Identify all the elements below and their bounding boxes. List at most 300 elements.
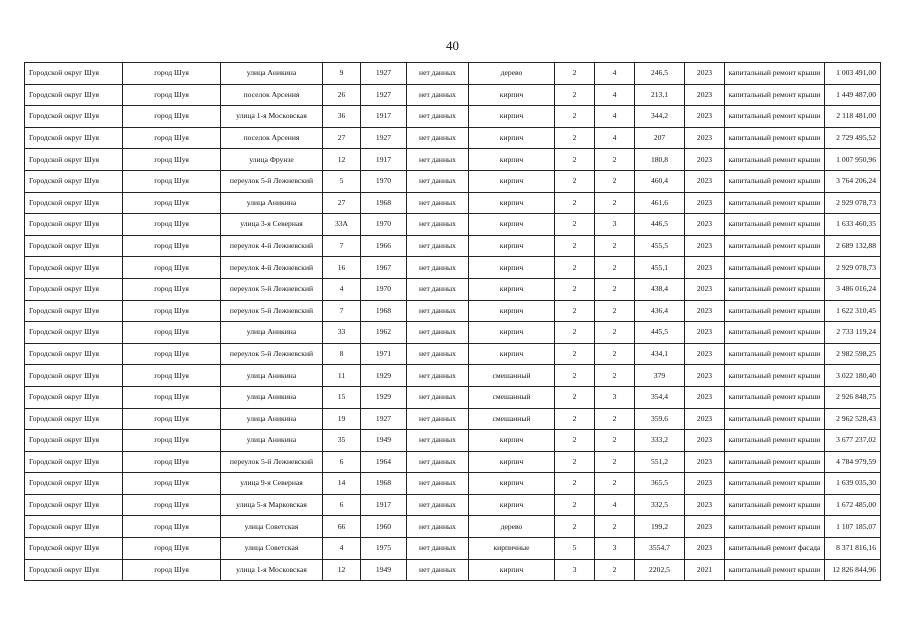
status-cell: нет данных (407, 473, 469, 495)
floors-cell: 2 (555, 386, 595, 408)
area-cell: 344,2 (635, 106, 685, 128)
house-number-cell: 66 (323, 516, 361, 538)
house-number-cell: 35 (323, 430, 361, 452)
district-cell: Городской округ Шуя (25, 386, 123, 408)
cost-cell: 3 486 016,24 (825, 278, 881, 300)
district-cell: Городской округ Шуя (25, 214, 123, 236)
settlement-cell: город Шуя (123, 300, 221, 322)
repair-year-cell: 2021 (685, 559, 725, 581)
entrances-cell: 4 (595, 63, 635, 85)
status-cell: нет данных (407, 214, 469, 236)
settlement-cell: город Шуя (123, 430, 221, 452)
status-cell: нет данных (407, 451, 469, 473)
wall-material-cell: смешанный (469, 408, 555, 430)
work-type-cell: капитальный ремонт крыши (725, 278, 825, 300)
street-cell: улица 9-я Северная (221, 473, 323, 495)
street-cell: поселок Арсения (221, 84, 323, 106)
status-cell: нет данных (407, 365, 469, 387)
year-built-cell: 1964 (361, 451, 407, 473)
floors-cell: 2 (555, 343, 595, 365)
cost-cell: 2 118 481,00 (825, 106, 881, 128)
table-row (25, 84, 881, 106)
work-type-cell: капитальный ремонт крыши (725, 214, 825, 236)
entrances-cell: 4 (595, 84, 635, 106)
floors-cell: 2 (555, 516, 595, 538)
work-type-cell: капитальный ремонт крыши (725, 106, 825, 128)
district-cell: Городской округ Шуя (25, 516, 123, 538)
district-cell: Городской округ Шуя (25, 343, 123, 365)
table-row (25, 386, 881, 408)
work-type-cell: капитальный ремонт фасада (725, 538, 825, 560)
floors-cell: 5 (555, 538, 595, 560)
entrances-cell: 2 (595, 343, 635, 365)
table-row (25, 559, 881, 581)
area-cell: 434,1 (635, 343, 685, 365)
district-cell: Городской округ Шуя (25, 127, 123, 149)
wall-material-cell: кирпич (469, 192, 555, 214)
year-built-cell: 1971 (361, 343, 407, 365)
settlement-cell: город Шуя (123, 559, 221, 581)
entrances-cell: 2 (595, 451, 635, 473)
year-built-cell: 1949 (361, 559, 407, 581)
settlement-cell: город Шуя (123, 473, 221, 495)
area-cell: 354,4 (635, 386, 685, 408)
work-type-cell: капитальный ремонт крыши (725, 343, 825, 365)
status-cell: нет данных (407, 559, 469, 581)
year-built-cell: 1975 (361, 538, 407, 560)
street-cell: переулок 5-й Лежневский (221, 300, 323, 322)
status-cell: нет данных (407, 278, 469, 300)
district-cell: Городской округ Шуя (25, 430, 123, 452)
cost-cell: 2 729 495,52 (825, 127, 881, 149)
house-number-cell: 11 (323, 365, 361, 387)
table-row (25, 365, 881, 387)
repair-year-cell: 2023 (685, 408, 725, 430)
cost-cell: 3 677 237,02 (825, 430, 881, 452)
repair-year-cell: 2023 (685, 451, 725, 473)
entrances-cell: 2 (595, 235, 635, 257)
cost-cell: 2 982 598,25 (825, 343, 881, 365)
wall-material-cell: дерево (469, 516, 555, 538)
repair-year-cell: 2023 (685, 278, 725, 300)
area-cell: 379 (635, 365, 685, 387)
street-cell: улица Аникина (221, 365, 323, 387)
cost-cell: 1 672 485,00 (825, 494, 881, 516)
house-number-cell: 33 (323, 322, 361, 344)
year-built-cell: 1968 (361, 300, 407, 322)
status-cell: нет данных (407, 408, 469, 430)
house-number-cell: 14 (323, 473, 361, 495)
cost-cell: 2 929 078,73 (825, 257, 881, 279)
year-built-cell: 1970 (361, 170, 407, 192)
entrances-cell: 4 (595, 494, 635, 516)
status-cell: нет данных (407, 322, 469, 344)
district-cell: Городской округ Шуя (25, 559, 123, 581)
cost-cell: 1 107 185,07 (825, 516, 881, 538)
status-cell: нет данных (407, 494, 469, 516)
area-cell: 207 (635, 127, 685, 149)
street-cell: улица Советская (221, 516, 323, 538)
area-cell: 332,5 (635, 494, 685, 516)
district-cell: Городской округ Шуя (25, 538, 123, 560)
street-cell: улица Аникина (221, 408, 323, 430)
repair-year-cell: 2023 (685, 214, 725, 236)
district-cell: Городской округ Шуя (25, 257, 123, 279)
district-cell: Городской округ Шуя (25, 365, 123, 387)
year-built-cell: 1967 (361, 257, 407, 279)
wall-material-cell: кирпич (469, 451, 555, 473)
house-number-cell: 19 (323, 408, 361, 430)
district-cell: Городской округ Шуя (25, 170, 123, 192)
street-cell: улица 3-я Северная (221, 214, 323, 236)
entrances-cell: 4 (595, 106, 635, 128)
entrances-cell: 2 (595, 170, 635, 192)
table-row (25, 214, 881, 236)
house-number-cell: 26 (323, 84, 361, 106)
table-row (25, 106, 881, 128)
settlement-cell: город Шуя (123, 322, 221, 344)
entrances-cell: 3 (595, 538, 635, 560)
year-built-cell: 1962 (361, 322, 407, 344)
cost-cell: 8 371 816,16 (825, 538, 881, 560)
table-row (25, 343, 881, 365)
house-number-cell: 16 (323, 257, 361, 279)
status-cell: нет данных (407, 127, 469, 149)
repair-year-cell: 2023 (685, 106, 725, 128)
floors-cell: 2 (555, 106, 595, 128)
floors-cell: 2 (555, 322, 595, 344)
cost-cell: 1 622 310,45 (825, 300, 881, 322)
cost-cell: 1 003 491,00 (825, 63, 881, 85)
work-type-cell: капитальный ремонт крыши (725, 430, 825, 452)
table-row (25, 278, 881, 300)
year-built-cell: 1970 (361, 214, 407, 236)
year-built-cell: 1917 (361, 149, 407, 171)
district-cell: Городской округ Шуя (25, 63, 123, 85)
settlement-cell: город Шуя (123, 386, 221, 408)
entrances-cell: 2 (595, 559, 635, 581)
wall-material-cell: кирпич (469, 257, 555, 279)
area-cell: 333,2 (635, 430, 685, 452)
housing-repair-table (24, 62, 881, 581)
floors-cell: 3 (555, 559, 595, 581)
wall-material-cell: кирпич (469, 214, 555, 236)
wall-material-cell: кирпич (469, 170, 555, 192)
district-cell: Городской округ Шуя (25, 192, 123, 214)
house-number-cell: 4 (323, 538, 361, 560)
floors-cell: 2 (555, 430, 595, 452)
repair-year-cell: 2023 (685, 473, 725, 495)
floors-cell: 2 (555, 235, 595, 257)
street-cell: поселок Арсения (221, 127, 323, 149)
table-row (25, 451, 881, 473)
status-cell: нет данных (407, 257, 469, 279)
street-cell: улица 5-я Марковская (221, 494, 323, 516)
district-cell: Городской округ Шуя (25, 322, 123, 344)
area-cell: 213,1 (635, 84, 685, 106)
work-type-cell: капитальный ремонт крыши (725, 127, 825, 149)
work-type-cell: капитальный ремонт крыши (725, 170, 825, 192)
year-built-cell: 1970 (361, 278, 407, 300)
work-type-cell: капитальный ремонт крыши (725, 408, 825, 430)
district-cell: Городской округ Шуя (25, 473, 123, 495)
table-row (25, 300, 881, 322)
area-cell: 446,5 (635, 214, 685, 236)
cost-cell: 1 449 487,00 (825, 84, 881, 106)
area-cell: 359,6 (635, 408, 685, 430)
cost-cell: 2 926 848,75 (825, 386, 881, 408)
settlement-cell: город Шуя (123, 192, 221, 214)
entrances-cell: 4 (595, 127, 635, 149)
house-number-cell: 27 (323, 127, 361, 149)
entrances-cell: 3 (595, 214, 635, 236)
entrances-cell: 2 (595, 192, 635, 214)
settlement-cell: город Шуя (123, 63, 221, 85)
settlement-cell: город Шуя (123, 343, 221, 365)
repair-year-cell: 2023 (685, 343, 725, 365)
house-number-cell: 6 (323, 494, 361, 516)
repair-year-cell: 2023 (685, 538, 725, 560)
street-cell: улица Аникина (221, 192, 323, 214)
area-cell: 2202,5 (635, 559, 685, 581)
table-row (25, 494, 881, 516)
floors-cell: 2 (555, 473, 595, 495)
cost-cell: 2 689 132,88 (825, 235, 881, 257)
status-cell: нет данных (407, 192, 469, 214)
wall-material-cell: кирпич (469, 473, 555, 495)
repair-year-cell: 2023 (685, 516, 725, 538)
cost-cell: 2 962 528,43 (825, 408, 881, 430)
repair-year-cell: 2023 (685, 192, 725, 214)
area-cell: 246,5 (635, 63, 685, 85)
area-cell: 445,5 (635, 322, 685, 344)
table-row (25, 127, 881, 149)
table-row (25, 170, 881, 192)
floors-cell: 2 (555, 149, 595, 171)
wall-material-cell: кирпич (469, 343, 555, 365)
street-cell: улица 1-я Московская (221, 106, 323, 128)
work-type-cell: капитальный ремонт крыши (725, 257, 825, 279)
district-cell: Городской округ Шуя (25, 149, 123, 171)
repair-year-cell: 2023 (685, 365, 725, 387)
entrances-cell: 3 (595, 386, 635, 408)
house-number-cell: 8 (323, 343, 361, 365)
cost-cell: 4 784 979,59 (825, 451, 881, 473)
wall-material-cell: кирпич (469, 322, 555, 344)
status-cell: нет данных (407, 343, 469, 365)
repair-year-cell: 2023 (685, 127, 725, 149)
status-cell: нет данных (407, 149, 469, 171)
wall-material-cell: кирпич (469, 235, 555, 257)
year-built-cell: 1917 (361, 106, 407, 128)
year-built-cell: 1949 (361, 430, 407, 452)
entrances-cell: 2 (595, 365, 635, 387)
floors-cell: 2 (555, 278, 595, 300)
wall-material-cell: смешанный (469, 386, 555, 408)
work-type-cell: капитальный ремонт крыши (725, 451, 825, 473)
settlement-cell: город Шуя (123, 408, 221, 430)
district-cell: Городской округ Шуя (25, 451, 123, 473)
work-type-cell: капитальный ремонт крыши (725, 516, 825, 538)
street-cell: переулок 5-й Лежневский (221, 343, 323, 365)
repair-year-cell: 2023 (685, 494, 725, 516)
district-cell: Городской округ Шуя (25, 235, 123, 257)
street-cell: улица Аникина (221, 430, 323, 452)
year-built-cell: 1929 (361, 365, 407, 387)
entrances-cell: 2 (595, 430, 635, 452)
entrances-cell: 2 (595, 300, 635, 322)
table-row (25, 430, 881, 452)
area-cell: 460,4 (635, 170, 685, 192)
entrances-cell: 2 (595, 322, 635, 344)
cost-cell: 2 733 119,24 (825, 322, 881, 344)
house-number-cell: 12 (323, 559, 361, 581)
house-number-cell: 6 (323, 451, 361, 473)
district-cell: Городской округ Шуя (25, 278, 123, 300)
entrances-cell: 2 (595, 408, 635, 430)
area-cell: 365,5 (635, 473, 685, 495)
entrances-cell: 2 (595, 257, 635, 279)
floors-cell: 2 (555, 494, 595, 516)
district-cell: Городской округ Шуя (25, 84, 123, 106)
cost-cell: 1 639 035,30 (825, 473, 881, 495)
street-cell: улица 1-я Московская (221, 559, 323, 581)
status-cell: нет данных (407, 516, 469, 538)
street-cell: улица Советская (221, 538, 323, 560)
street-cell: улица Аникина (221, 322, 323, 344)
work-type-cell: капитальный ремонт крыши (725, 365, 825, 387)
wall-material-cell: дерево (469, 63, 555, 85)
repair-year-cell: 2023 (685, 257, 725, 279)
wall-material-cell: кирпич (469, 106, 555, 128)
status-cell: нет данных (407, 84, 469, 106)
table-row (25, 192, 881, 214)
table-row (25, 408, 881, 430)
house-number-cell: 27 (323, 192, 361, 214)
settlement-cell: город Шуя (123, 84, 221, 106)
house-number-cell: 15 (323, 386, 361, 408)
wall-material-cell: кирпич (469, 149, 555, 171)
year-built-cell: 1927 (361, 408, 407, 430)
district-cell: Городской округ Шуя (25, 408, 123, 430)
work-type-cell: капитальный ремонт крыши (725, 559, 825, 581)
cost-cell: 3 764 206,24 (825, 170, 881, 192)
wall-material-cell: кирпичные (469, 538, 555, 560)
settlement-cell: город Шуя (123, 451, 221, 473)
street-cell: переулок 4-й Лежневский (221, 235, 323, 257)
entrances-cell: 2 (595, 473, 635, 495)
entrances-cell: 2 (595, 149, 635, 171)
house-number-cell: 5 (323, 170, 361, 192)
area-cell: 180,8 (635, 149, 685, 171)
district-cell: Городской округ Шуя (25, 494, 123, 516)
street-cell: переулок 5-й Лежневский (221, 451, 323, 473)
area-cell: 461,6 (635, 192, 685, 214)
status-cell: нет данных (407, 300, 469, 322)
status-cell: нет данных (407, 170, 469, 192)
status-cell: нет данных (407, 430, 469, 452)
street-cell: переулок 4-й Лежневский (221, 257, 323, 279)
cost-cell: 1 633 460,35 (825, 214, 881, 236)
entrances-cell: 2 (595, 516, 635, 538)
floors-cell: 2 (555, 192, 595, 214)
wall-material-cell: кирпич (469, 494, 555, 516)
repair-year-cell: 2023 (685, 63, 725, 85)
table-row (25, 235, 881, 257)
settlement-cell: город Шуя (123, 278, 221, 300)
work-type-cell: капитальный ремонт крыши (725, 84, 825, 106)
work-type-cell: капитальный ремонт крыши (725, 473, 825, 495)
street-cell: улица Фрунзе (221, 149, 323, 171)
wall-material-cell: кирпич (469, 559, 555, 581)
floors-cell: 2 (555, 84, 595, 106)
year-built-cell: 1968 (361, 192, 407, 214)
work-type-cell: капитальный ремонт крыши (725, 63, 825, 85)
street-cell: улица Аникина (221, 386, 323, 408)
floors-cell: 2 (555, 127, 595, 149)
work-type-cell: капитальный ремонт крыши (725, 322, 825, 344)
wall-material-cell: кирпич (469, 300, 555, 322)
table-row (25, 257, 881, 279)
table-row (25, 322, 881, 344)
area-cell: 436,4 (635, 300, 685, 322)
work-type-cell: капитальный ремонт крыши (725, 300, 825, 322)
house-number-cell: 7 (323, 235, 361, 257)
settlement-cell: город Шуя (123, 257, 221, 279)
table-row (25, 538, 881, 560)
area-cell: 455,5 (635, 235, 685, 257)
work-type-cell: капитальный ремонт крыши (725, 386, 825, 408)
wall-material-cell: смешанный (469, 365, 555, 387)
settlement-cell: город Шуя (123, 214, 221, 236)
settlement-cell: город Шуя (123, 516, 221, 538)
year-built-cell: 1927 (361, 127, 407, 149)
house-number-cell: 33А (323, 214, 361, 236)
wall-material-cell: кирпич (469, 127, 555, 149)
area-cell: 438,4 (635, 278, 685, 300)
year-built-cell: 1927 (361, 63, 407, 85)
repair-year-cell: 2023 (685, 170, 725, 192)
status-cell: нет данных (407, 386, 469, 408)
wall-material-cell: кирпич (469, 84, 555, 106)
floors-cell: 2 (555, 170, 595, 192)
status-cell: нет данных (407, 538, 469, 560)
area-cell: 551,2 (635, 451, 685, 473)
floors-cell: 2 (555, 300, 595, 322)
repair-year-cell: 2023 (685, 430, 725, 452)
floors-cell: 2 (555, 257, 595, 279)
status-cell: нет данных (407, 63, 469, 85)
wall-material-cell: кирпич (469, 430, 555, 452)
street-cell: переулок 5-й Лежневский (221, 170, 323, 192)
settlement-cell: город Шуя (123, 538, 221, 560)
floors-cell: 2 (555, 365, 595, 387)
repair-year-cell: 2023 (685, 235, 725, 257)
floors-cell: 2 (555, 63, 595, 85)
status-cell: нет данных (407, 106, 469, 128)
table-row (25, 473, 881, 495)
settlement-cell: город Шуя (123, 235, 221, 257)
work-type-cell: капитальный ремонт крыши (725, 192, 825, 214)
repair-year-cell: 2023 (685, 300, 725, 322)
year-built-cell: 1917 (361, 494, 407, 516)
house-number-cell: 9 (323, 63, 361, 85)
table-row (25, 149, 881, 171)
table-row (25, 516, 881, 538)
district-cell: Городской округ Шуя (25, 106, 123, 128)
cost-cell: 2 929 078,73 (825, 192, 881, 214)
floors-cell: 2 (555, 451, 595, 473)
